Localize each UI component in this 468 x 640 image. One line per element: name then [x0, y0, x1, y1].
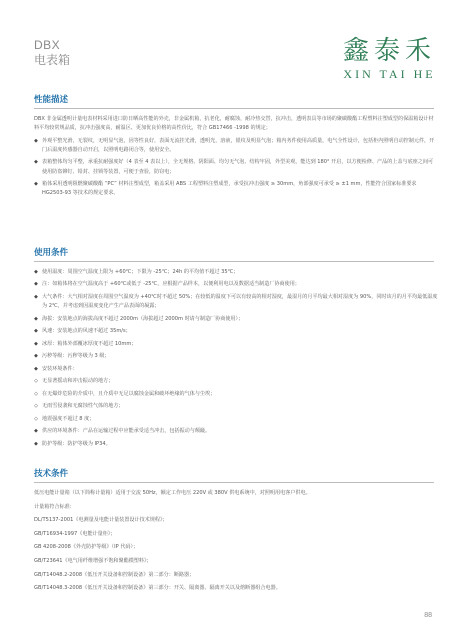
section-divider: [34, 108, 434, 109]
bullet-hollow-diamond-icon: ◇: [34, 403, 38, 410]
bullet-diamond-icon: ◆: [34, 159, 38, 166]
section-title: 性能描述: [34, 95, 69, 105]
list-item: ◆ 箱体采用透明阻燃聚碳酸酯 “PC” 材料注塑成型，箱盖采用 ABS 工程塑料注塑成型，承受抗冲击强度 ≥ 30mm，角部强度可承受 ≥ ±1 mm，性能符合国家标准要求 HG2503-93 等技术的规定要求。: [34, 180, 438, 199]
bullet-hollow-diamond-icon: ◇: [34, 415, 38, 422]
bullet-diamond-icon: ◆: [34, 340, 38, 347]
bullet-hollow-diamond-icon: ◇: [34, 378, 38, 385]
tech-paragraph: DL/T5137-2001《电测量及电能计量装置设计技术规程》；: [34, 517, 168, 524]
performance-intro: DBX 非金属透明计量电表材料采用进口防日晒高性能的外壳，非金属机箱，抗老化，耐腐蚀，耐冷热交替，抗冲击，透明表具等市场的聚碳酸酯工程塑料注塑成型的保温箱设计材料平均较常规品质，抗冲击强度高，耐温区、更加优良价格的高性价比，符合 GB17466 -1998 的规定；: [34, 116, 434, 132]
list-item: ◆ 使用温度：周围空气温度上限为 +60℃；下限为 -25℃；24h 的平均值不超过 35℃；: [34, 268, 438, 277]
bullet-diamond-icon: ◆: [34, 353, 38, 360]
tech-paragraph: GB/T16934-1997《电能计量柜》；: [34, 530, 116, 537]
tech-paragraph: 计量箱符合标准：: [34, 503, 75, 510]
logo-chinese: 鑫泰禾: [342, 36, 436, 66]
product-name: 电表箱: [34, 53, 71, 67]
list-item: ◆ 冰厚：箱体外部覆冰厚度不超过 10mm；: [34, 340, 438, 349]
section-divider: [34, 261, 434, 262]
bullet-diamond-icon: ◆: [34, 328, 38, 335]
page-number: 88: [424, 612, 432, 619]
bullet-diamond-icon: ◆: [34, 428, 38, 435]
list-item: ◇ 在无爆炸危险的介质中，且介质中无足以腐蚀金属和破坏绝缘的气体与尘埃；: [34, 390, 438, 399]
logo-english: XIN TAI HE: [343, 67, 436, 81]
conditions-section: [34, 248, 438, 452]
product-code: DBX: [34, 38, 61, 52]
list-item: ◇ 地震强度不超过 8 度；: [34, 415, 438, 424]
tech-section: [34, 469, 438, 598]
list-item: ◇ 无显著摇动和冲击振动的地方；: [34, 377, 438, 386]
conditions-list: [34, 268, 438, 449]
bullet-diamond-icon: ◆: [34, 315, 38, 322]
tech-paragraph: GB 4208-2008《外壳防护等级》（IP 代码）；: [34, 544, 139, 551]
list-item: ◆ 海拔：安装地点的海拔高度不超过 2000m（海拔超过 2000m 时请与制造厂协商使用）；: [34, 315, 438, 324]
bullet-diamond-icon: ◆: [34, 365, 38, 372]
section-divider: [34, 482, 434, 483]
list-item: ◆ 注：如箱体将在空气温度高于 +60℃或低于 -25℃，应根据产品样本，以便利用电以及数据适当制造厂协商使用；: [34, 280, 438, 289]
list-item: ◆ 防护等级：防护等级为 IP34。: [34, 440, 438, 449]
tech-paragraph: GB/T14048.2-2008《低压开关设备和控制设备》第二部分：断路器；: [34, 571, 195, 578]
brand-logo: [343, 36, 436, 81]
bullet-diamond-icon: ◆: [34, 293, 38, 300]
performance-section: [34, 95, 438, 202]
tech-paragraph: GB/T14048.3-2008《低压开关设备和控制设备》第三部分：开关、隔离器、隔离开关以及熔断器组合电器。: [34, 585, 281, 592]
list-item: ◆ 安装环境条件：: [34, 365, 438, 374]
tech-paragraph: GB/T23641《电气用纤维增强不饱和聚酯模塑料》；: [34, 557, 152, 564]
bullet-hollow-diamond-icon: ◇: [34, 390, 38, 397]
list-item: ◆ 外观平整光滑，无裂纹，无明显气泡，因等性良好，表面无流挂光滑，透明光，溶液，银纹及明显气泡；箱内务件使用高质量，电气全性设计，包括柜内照明自动控制元件，开门后温度传感器自动开启，以照明电路闭合等，使用安全。: [34, 137, 438, 156]
bullet-diamond-icon: ◆: [34, 269, 38, 275]
list-item: ◆ 风速：安装地点的风速不超过 35m/s；: [34, 327, 438, 336]
section-title: 使用条件: [34, 248, 69, 258]
page-header: [34, 38, 70, 68]
bullet-diamond-icon: ◆: [34, 137, 38, 144]
list-item: ◆ 污秽等级：污秽等级为 3 级；: [34, 352, 438, 361]
tech-paragraphs: [34, 489, 438, 593]
bullet-diamond-icon: ◆: [34, 181, 38, 188]
tech-paragraph: 低压电能计量箱（以下简称计量箱）适用于交流 50Hz，额定工作电压 220V 或 380V 供电系统中，对照明用电客户供电。: [34, 490, 311, 496]
list-item: ◇ 无雨雪侵袭和无腐蚀性气体的地方；: [34, 402, 438, 411]
list-item: ◆ 供应的环境条件：产品在运输过程中应能承受适当冲击，包括振动与颠簸。: [34, 427, 438, 436]
list-item: ◆ 表箱整体均匀平整，承重抗耐强度好（4 表至 4 表以上），全无规格、阴阳面、均匀无气泡、结构牢固，外型美观，能达到 180° 开启，以方便检修、产品的上盖与底座之间可使用防盗铆钉、铅封、挂锁等装置，可便于查验，防窃电；: [34, 158, 438, 177]
list-item: ◆ 大气条件：大气相对湿度在周围空气温度为 +40℃时不超过 50%；在较低的温度下可以有较高的相对湿度，最湿月的月平均最大相对湿度为 90%，同时该月的月平均最低温度为 2℃，并考虑到因温度变化产生产品表面的凝露；: [34, 293, 438, 312]
bullet-diamond-icon: ◆: [34, 281, 38, 288]
bullet-diamond-icon: ◆: [34, 440, 38, 447]
section-title: 技术条件: [34, 469, 69, 479]
